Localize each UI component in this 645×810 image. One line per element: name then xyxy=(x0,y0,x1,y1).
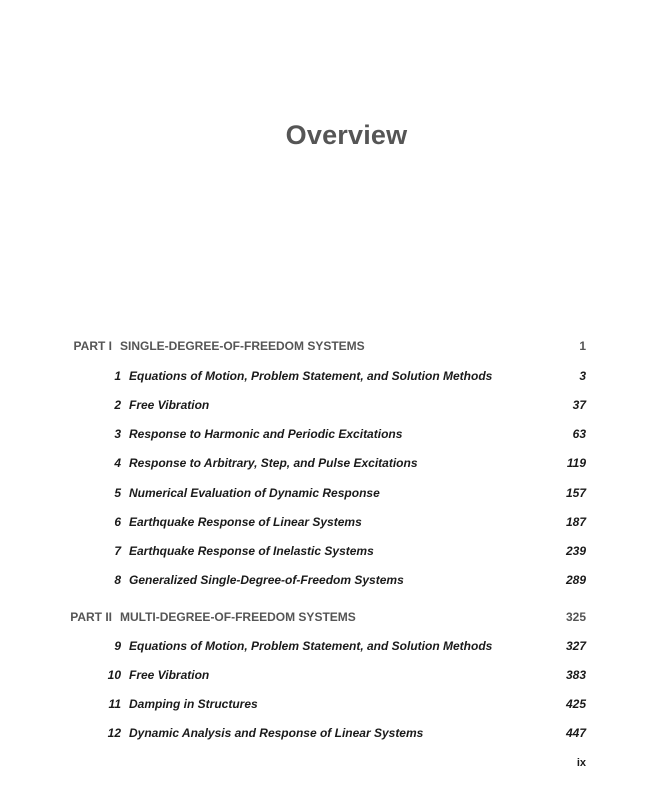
toc-chapter-row[interactable] xyxy=(0,515,645,531)
chapter-title: Response to Harmonic and Periodic Excitations xyxy=(129,427,403,441)
toc-chapter-row[interactable] xyxy=(0,573,645,589)
toc-chapter-row[interactable] xyxy=(0,697,645,713)
page-number: 1 xyxy=(579,339,586,353)
page-number: 239 xyxy=(565,544,586,558)
folio-page-number: ix xyxy=(576,757,586,769)
page-number: 3 xyxy=(579,369,586,383)
chapter-title: Response to Arbitrary, Step, and Pulse Excitations xyxy=(129,456,418,470)
toc-chapter-row[interactable] xyxy=(0,639,645,655)
toc-chapter-row[interactable] xyxy=(0,668,645,684)
toc-part-row[interactable] xyxy=(0,339,645,355)
page-number: 37 xyxy=(572,398,586,412)
chapter-title: Damping in Structures xyxy=(129,697,258,711)
part-title: MULTI-DEGREE-OF-FREEDOM SYSTEMS xyxy=(120,610,356,624)
page-number: 63 xyxy=(572,427,586,441)
page-number: 447 xyxy=(565,726,586,740)
chapter-number: 9 xyxy=(114,639,121,653)
page-title: Overview xyxy=(285,120,408,150)
toc-chapter-row[interactable] xyxy=(0,456,645,472)
chapter-number: 2 xyxy=(114,398,121,412)
part-label: PART II xyxy=(70,610,112,624)
chapter-title: Earthquake Response of Inelastic Systems xyxy=(129,544,374,558)
page-number: 383 xyxy=(565,668,586,682)
chapter-number: 6 xyxy=(114,515,121,529)
page-number: 289 xyxy=(565,573,586,587)
toc-chapter-row[interactable] xyxy=(0,726,645,742)
chapter-number: 8 xyxy=(114,573,121,587)
toc-part-row[interactable] xyxy=(0,610,645,626)
chapter-number: 5 xyxy=(114,486,121,500)
chapter-number: 1 xyxy=(114,369,121,383)
chapter-number: 4 xyxy=(114,456,121,470)
chapter-number: 10 xyxy=(107,668,121,682)
toc-chapter-row[interactable] xyxy=(0,544,645,560)
toc-chapter-row[interactable] xyxy=(0,369,645,385)
chapter-title: Equations of Motion, Problem Statement, and Solution Methods xyxy=(129,369,493,383)
chapter-number: 7 xyxy=(114,544,121,558)
chapter-number: 11 xyxy=(108,697,121,711)
toc-chapter-row[interactable] xyxy=(0,398,645,414)
page-number: 187 xyxy=(565,515,586,529)
chapter-title: Free Vibration xyxy=(129,668,210,682)
page-number: 157 xyxy=(565,486,586,500)
toc-chapter-row[interactable] xyxy=(0,486,645,502)
chapter-title: Earthquake Response of Linear Systems xyxy=(129,515,362,529)
page-number: 327 xyxy=(565,639,586,653)
chapter-title: Free Vibration xyxy=(129,398,210,412)
page-number: 119 xyxy=(566,456,586,470)
chapter-number: 12 xyxy=(107,726,121,740)
part-label: PART I xyxy=(73,339,112,353)
page-number: 425 xyxy=(565,697,586,711)
chapter-title: Equations of Motion, Problem Statement, and Solution Methods xyxy=(129,639,493,653)
chapter-title: Numerical Evaluation of Dynamic Response xyxy=(129,486,380,500)
part-title: SINGLE-DEGREE-OF-FREEDOM SYSTEMS xyxy=(120,339,365,353)
chapter-title: Generalized Single-Degree-of-Freedom Systems xyxy=(129,573,404,587)
page-number: 325 xyxy=(565,610,586,624)
chapter-number: 3 xyxy=(114,427,121,441)
chapter-title: Dynamic Analysis and Response of Linear Systems xyxy=(129,726,424,740)
toc-chapter-row[interactable] xyxy=(0,427,645,443)
